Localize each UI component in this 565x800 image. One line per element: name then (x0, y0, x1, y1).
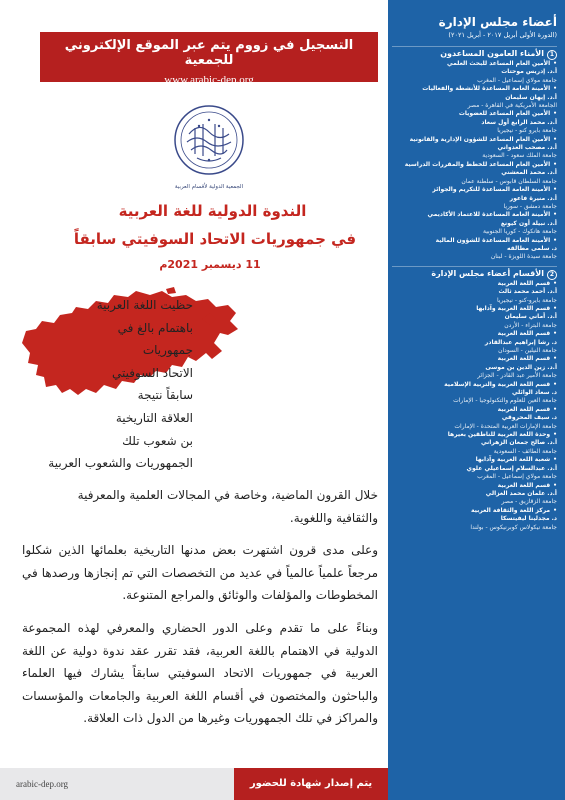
intro-line: الاتحاد السوفيتي (112, 365, 193, 380)
section-heading-departments (392, 266, 557, 280)
sidebar-content (392, 14, 557, 532)
member-affiliation: جامعة العين للعلوم والتكنولوجيا - الإمارات (453, 397, 557, 405)
section-heading-assistants (392, 46, 557, 60)
member-name: أ.د. مصحب العدواني (497, 144, 557, 152)
member-name: أ.د. صالح جمعان الزهراني (480, 439, 557, 447)
member-role: • قسم اللغة العربية (392, 330, 557, 338)
member-name: أ.د. نبيلة أون كيونغ (500, 219, 557, 227)
member-role: • الأمين العام المساعد للبحث العلمي (392, 60, 557, 68)
section-number-badge: 2 (547, 270, 557, 280)
member-affiliation: جامعة الإمارات العربية المتحدة - الإمارات (454, 422, 557, 430)
member-role: • مركز اللغة والثقافة العربية (392, 507, 557, 515)
member-role: • الأمين العام المساعد للعضويات (392, 110, 557, 118)
member-name: د. رشا إبراهيم عبدالقادر (484, 338, 557, 346)
intro-narrow-text (13, 294, 193, 475)
member-name: أ.د. علمان محمد الغزالي (485, 489, 557, 497)
member-affiliation: جامعة بايرو كنو - نيجيريا (497, 127, 557, 135)
member-role: • قسم اللغة العربية (392, 280, 557, 288)
footer-website-link[interactable]: arabic-dep.org (16, 779, 69, 789)
member-name: د. سعاد الوائلي (511, 389, 557, 397)
member-role: • الأمين العام المساعد للشؤون الإدارية والقانونية (392, 136, 557, 144)
association-logo-icon (173, 104, 245, 176)
intro-line: الجمهوريات والشعوب العربية (48, 456, 193, 471)
member-name: أ.د. منيرة فاعور (509, 194, 557, 202)
intro-line: العلاقة التاريخية (115, 410, 193, 425)
member-affiliation: جامعة نيكولاس كوبرنيكوس - بولندا (470, 523, 557, 531)
member-name: أ.د. عبدالسلام إسماعيلي علوي (466, 464, 557, 472)
member-affiliation: جامعة النيلين - السودان (498, 347, 557, 354)
member-name: د. سيف المحروقي (501, 414, 557, 422)
departments-list (392, 280, 557, 532)
member-role: • قسم اللغة العربية (392, 355, 557, 363)
member-role: • الأمينة العامة المساعدة للتكريم والجوائز (392, 186, 557, 194)
member-affiliation: جامعة سيدة اللويزة - لبنان (490, 253, 557, 261)
member-affiliation: الجامعة الأمريكية في القاهرة - مصر (467, 102, 557, 110)
section-heading-text: الأقسام أعضاء مجلس الإدارة (431, 268, 544, 278)
intro-line: باهتمام بالغ في (117, 320, 193, 335)
member-name: د. سلمى مطالقه (506, 244, 557, 252)
intro-line: خلال القرون الماضية، وخاصة في المجالات العلمية والمعرفية (77, 488, 378, 502)
intro-line: جمهوريات (142, 343, 193, 358)
member-role: • قسم اللغة العربية وآدابها (392, 305, 557, 313)
member-affiliation: جامعة الطائف - السعودية (493, 447, 557, 455)
intro-line: حظيت اللغة العربية (96, 298, 193, 312)
member-role: • وحدة اللغة العربية للناطقين بغيرها (392, 431, 557, 439)
member-role: • الأمينة العامة المساعدة للشؤون المالية (392, 237, 557, 245)
member-name: أ.د. أحمد محمد ثالث (498, 288, 557, 296)
event-title-line2: في جمهوريات الاتحاد السوفيتي سابقاً (73, 230, 357, 248)
member-role: • قسم اللغة العربية والتربية الإسلامية (392, 381, 557, 389)
registration-banner (40, 32, 378, 86)
sidebar-title: أعضاء مجلس الإدارة (438, 15, 557, 29)
member-name: أ.د. إدريس موحتات (501, 68, 557, 76)
member-affiliation: جامعة السلطان قابوس - سلطنة عمان (461, 177, 557, 185)
registration-text: التسجيل في زووم يتم عبر الموقع الإلكتروني للجمعية (64, 38, 354, 68)
member-name: أ.د. إيهان سليمان (505, 93, 557, 101)
member-affiliation: جامعة الزقازيق - مصر (501, 498, 557, 506)
board-members-sidebar (388, 0, 565, 800)
event-title-line1: الندوة الدولية للغة العربية (118, 202, 307, 220)
certificate-note: يتم إصدار شهادة للحضور (234, 768, 388, 800)
event-date: 11 ديسمبر 2021م (159, 258, 261, 271)
member-affiliation: جامعة هانكوك - كوريا الجنوبية (482, 228, 557, 236)
member-affiliation: جامعة دمشق - سوريا (503, 202, 557, 210)
intro-line: سابقاً نتيجة (137, 388, 193, 403)
member-role: • قسم اللغة العربية (392, 482, 557, 490)
member-role: • الأمينة العامة المساعدة للأنشطة والفعاليات (392, 85, 557, 93)
member-role: • الأمين العام المساعد للخطط والمقررات الدراسية (392, 161, 557, 169)
member-affiliation: جامعة الملك سعود - السعودية (482, 152, 557, 160)
member-role: • شعبة اللغة العربية وآدابها (392, 456, 557, 464)
member-role: • قسم اللغة العربية (392, 406, 557, 414)
member-affiliation: جامعة مولاي إسماعيل - المغرب (477, 473, 557, 481)
member-name: د. مجدلينا ليفيتسكا (500, 515, 557, 523)
paragraph-symposium: وبناءً على ما تقدم وعلى الدور الحضاري والمعرفي لهذه المجموعة الدولية في الاهتمام باللغة العربية، فقد تقرر عقد ندوة دولية عن اللغة العربية في جمهوريات الاتحاد السوفيتي سابقاً يشارك فيها العلماء والباحثون والمختصون في أقسام اللغة العربية والجامعات والمؤسسات والمراكز في تلك الجمهوريات وغيرها من الدول ذات العلاقة. (22, 620, 378, 726)
member-name: أ.د. محمد الرابع أول سعاد (481, 118, 557, 126)
intro-line: بن شعوب تلك (122, 433, 193, 448)
intro-line: والثقافية واللغوية. (289, 510, 378, 525)
logo-caption: الجمعية الدولية لأقسام العربية (174, 184, 244, 190)
section-number-badge: 1 (547, 50, 557, 60)
member-name: أ.د. زين الدين بن موسى (485, 363, 557, 371)
member-role: • الأمينة العامة المساعدة للاعتماد الأكاديمي (392, 211, 557, 219)
member-affiliation: جامعة بايرو-كنو - نيجيريا (496, 296, 557, 304)
member-affiliation: جامعة مولاي إسماعيل - المغرب (477, 76, 557, 84)
website-link[interactable]: www.arabic-dep.org (164, 74, 254, 86)
assistants-list (392, 60, 557, 262)
sidebar-subtitle: (الدورة الأولى أبريل ٢٠١٧ - أبريل ٢٠٢١) (448, 31, 557, 39)
member-affiliation: جامعة البتراء - الأردن (504, 321, 557, 329)
member-name: أ.د. أماني سليمان (504, 313, 557, 321)
member-affiliation: جامعة الأمير عبد القادر - الجزائر (477, 372, 557, 380)
member-name: أ.د. محمد المعشني (501, 169, 557, 177)
body-paragraphs (22, 484, 378, 730)
paragraph-history: وعلى مدى قرون اشتهرت بعض مدنها التاريخية بعلمائها الذين شكلوا مرجعاً علمياً عالمياً في عديد من التخصصات التي تم إنجازها ورصدها في المخطوطات والمؤلفات والوثائق والمراجع المتنوعة. (22, 543, 378, 603)
section-heading-text: الأمناء العامون المساعدون (440, 49, 544, 58)
